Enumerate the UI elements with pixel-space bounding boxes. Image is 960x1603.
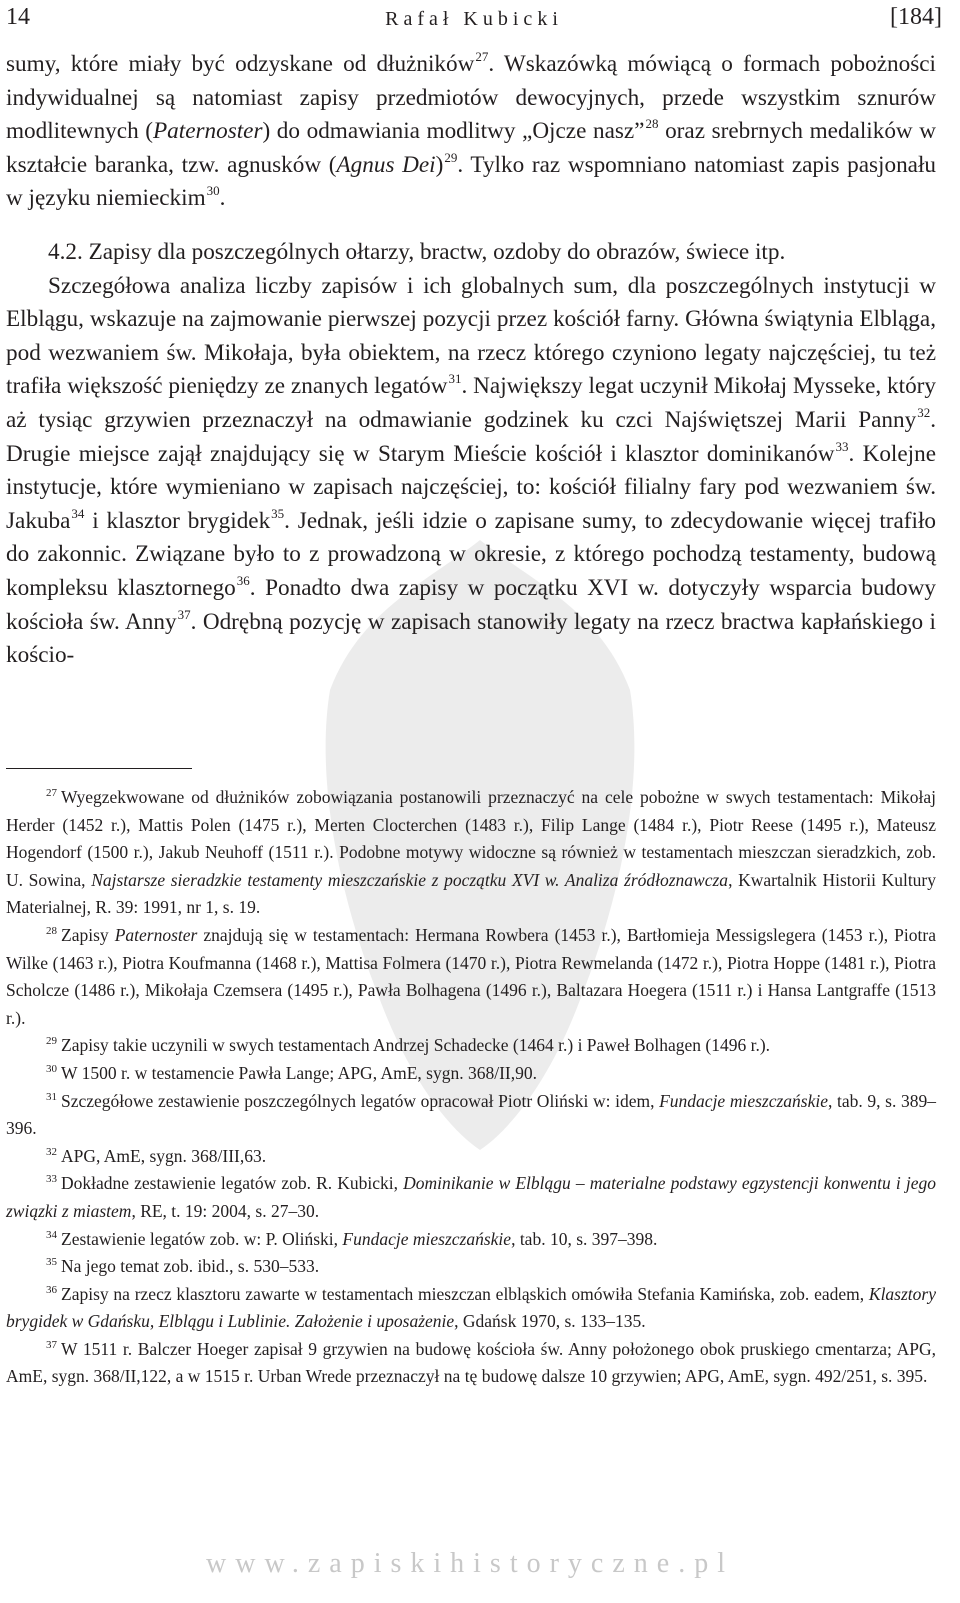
footnote-28: $^{28}$ Zapisy Paternoster znajdują się w testamentach: Hermana Rowbera (1453 r.), Bartłomieja Messigslegera (1453 r.), Piotra Wilke (1463 r.), Piotra Koufmanna (1468 r.), Mattisa Folmera (1470 r.), Piotra Rewmelanda (1472 r.), Piotra Hoppe (1481 r.), Piotra Scholcze (1486 r.), Mikołaja Czemsera (1495 r.), Pawła Bolhagena (1496 r.), Baltazara Hoegera (1511 r.) i Hansa Lantgraffe (1513 r.). [6,924,936,1028]
footnote-ref-29[interactable]: 29 [444,149,458,165]
footnote-ref-33[interactable]: 33 [835,438,849,454]
footnote-ref-32[interactable]: 32 [917,404,931,420]
footnote-ref-28[interactable]: 28 [645,116,659,132]
footer-url[interactable]: www.zapiskihistoryczne.pl [206,1548,734,1579]
footnote-35: $^{35}$ Na jego temat zob. ibid., s. 530–533. [46,1256,320,1277]
footnote-31: $^{31}$ Szczegółowe zestawienie poszczególnych legatów opracował Piotr Oliński w: idem, Fundacje mieszczańskie, tab. 9, s. 389–396. [6,1090,936,1139]
footnote-ref-36[interactable]: 36 [236,572,250,588]
footnote-ref-35[interactable]: 35 [271,505,285,521]
footnotes [6,784,936,1391]
footnote-separator [6,768,192,769]
footnote-ref-34[interactable]: 34 [71,505,85,521]
footnote-ref-27[interactable]: 27 [475,49,489,64]
footnote-37: $^{37}$ W 1511 r. Balczer Hoeger zapisał 9 grzywien na budowę kościoła św. Anny położonego obok pruskiego cmentarza; APG, AmE, sygn. 368/II,122, a w 1515 r. Urban Wrede przeznaczył na tę budowę dalsze 10 grzywien; APG, AmE, sygn. 492/251, s. 395. [6,1338,936,1387]
footnote-33: $^{33}$ Dokładne zestawienie legatów zob. R. Kubicki, Dominikanie w Elblągu – materialne podstawy egzystencji konwentu i jego związki z miastem, RE, t. 19: 2004, s. 27–30. [6,1173,936,1221]
footnote-ref-37[interactable]: 37 [177,606,191,622]
footnote-ref-30[interactable]: 30 [206,183,220,199]
footnote-29: $^{29}$ Zapisy takie uczynili w swych testamentach Andrzej Schadecke (1464 r.) i Paweł Bolhagen (1496 r.). [46,1035,771,1056]
footnote-32: $^{32}$ APG, AmE, sygn. 368/III,63. [46,1145,267,1166]
footnote-34: $^{34}$ Zestawienie legatów zob. w: P. Oliński, Fundacje mieszczańskie, tab. 10, s. 397–398. [46,1228,658,1249]
page-number: 14 [6,4,30,30]
footnote-36: $^{36}$ Zapisy na rzecz klasztoru zawarte w testamentach mieszczan elbląskich omówiła Stefania Kamińska, zob. eadem, Klasztory brygidek w Gdańsku, Elblągu i Lublinie. Założenie i uposażenie, Gdańsk 1970, s. 133–135. [6,1283,936,1332]
bracket-page-number: [184] [890,4,942,30]
main-text [6,48,936,673]
running-head-author: Rafał Kubicki [385,8,563,30]
running-header [6,4,942,38]
footnote-30: $^{30}$ W 1500 r. w testamencie Pawła Lange; APG, AmE, sygn. 368/II,90. [46,1062,537,1083]
paragraph-1: sumy, które miały być odzyskane od dłużników$^{27}$. Wskazówką mówiącą o formach pobożności indywidualnej są natomiast zapisy przedmiotów dewocyjnych, przede wszystkim sznurów modlitewnych (Paternoster) do odmawiania modlitwy „Ojcze nasz”$^{28}$ oraz srebrnych medalików w kształcie baranka, tzw. agnusków (Agnus Dei)$^{29}$. Tylko raz wspomniano natomiast zapis pasjonału w języku niemieckim$^{30}$. [6,49,937,212]
section-heading: 4.2. Zapisy dla poszczególnych ołtarzy, bractw, ozdoby do obrazów, świece itp. [48,238,786,265]
footnote-ref-31[interactable]: 31 [448,371,462,387]
footnote-27: $^{27}$ Wyegzekwowane od dłużników zobowiązania postanowili przeznaczyć na cele pobożne w swych testamentach: Mikołaj Herder (1452 r.), Mattis Polen (1475 r.), Merten Clocterchen (1483 r.), Filip Lange (1484 r.), Piotr Reese (1495 r.), Mateusz Hogendorf (1500 r.), Jakub Neuhoff (1511 r.). Podobne motywy widoczne są również w testamentach mieszczan sieradzkich, zob. U. Sowina, Najstarsze sieradzkie testamenty mieszczańskie z początku XVI w. Analiza źródłoznawcza, Kwartalnik Historii Kultury Materialnej, R. 39: 1991, nr 1, s. 19. [6,787,937,918]
paragraph-2: Szczegółowa analiza liczby zapisów i ich globalnych sum, dla poszczególnych instytucji w Elblągu, wskazuje na zajmowanie pierwszej pozycji przez kościół farny. Główna świątynia Elbląga, pod wezwaniem św. Mikołaja, była obiektem, na rzecz którego czyniono legaty najczęściej, tu też trafiła większość pieniędzy ze znanych legatów$^{31}$. Największy legat uczynił Mikołaj Mysseke, który aż tysiąc grzywien przeznaczył na odmawianie godzinek ku czci Najświętszej Marii Panny$^{32}$. Drugie miejsce zajął znajdujący się w Starym Mieście kościół i klasztor dominikanów$^{33}$. Kolejne instytucje, które wymieniano w zapisach najczęściej, to: kościół filialny fary pod wezwaniem św. Jakuba$^{34}$ i klasztor brygidek$^{35}$. Jednak, jeśli idzie o zapisane sumy, to zdecydowanie więcej trafiło do zakonnic. Związane było to z prowadzoną w okresie, z którego pochodzą testamenty, budową kompleksu klasztornego$^{36}$. Ponadto dwa zapisy w początku XVI w. dotyczyły wsparcia budowy kościoła św. Anny$^{37}$. Odrębną pozycję w zapisach stanowiły legaty na rzecz bractwa kapłańskiego i kościo- [6,272,936,669]
